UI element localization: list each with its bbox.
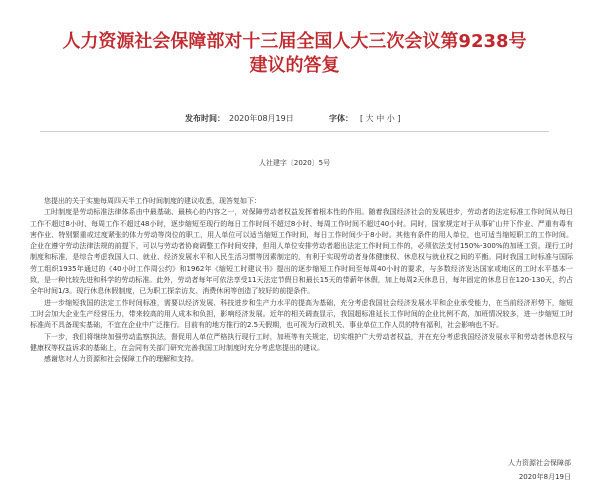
header-divider — [40, 131, 549, 132]
paragraph-reduction: 进一步缩短我国的法定工作时间标准，需要以经济发展、科技进步和生产力水平的提高为基础，充分考虑我国社会经济发展水平和企业承受能力，在当前经济形势下，缩短工时会加大企业生产经营压力，带来较高的用人成本和负担，影响经济发展。近年的相关调查显示，我国超标准延长工作时间的企业比例不高，加班情况较多，进一步缩短工时标准尚不具备现实基础，不宜在企业中广泛推行。目前有的地方推行的2.5天假期，也可视为行政机关、事业单位工作人员的特有福利，社会影响也不好。 — [30, 298, 573, 330]
paragraph-thanks: 感谢您对人力资源和社会保障工作的理解和支持。 — [44, 355, 198, 364]
font-size-open-bracket: [ — [360, 114, 364, 123]
publish-date-label: 发布时间： — [185, 114, 225, 123]
paragraph-next-steps: 下一步，我们将继续加强劳动监察执法，督促用人单位严格执行现行工时，加班等有关规定，切实维护广大劳动者权益，并在充分考虑我国经济发展水平和劳动者休息权与健康权等权益诉求的基础上，在会同有关部门研究完善我国工时制度时充分考虑您提出的建议。 — [30, 332, 573, 352]
signature-date: 2020年8月19日 — [518, 473, 571, 481]
font-size-close-bracket: ] — [397, 114, 401, 123]
article-title — [0, 30, 589, 78]
article-title-line-1: 人力资源社会保障部对十三届全国人大三次会议第9238号 — [62, 31, 527, 52]
paragraph-intro: 您提出的关于实施每周四天半工作时间制度的建议收悉，现答复如下： — [44, 197, 261, 205]
publish-date: 2020年08月19日 — [229, 114, 294, 123]
signature-organization: 人力资源社会保障部 — [508, 459, 571, 467]
article-title-line-2: 建议的答复 — [249, 55, 340, 76]
font-size-large-button[interactable]: 大 — [365, 114, 374, 123]
font-size-medium-button[interactable]: 中 — [376, 114, 385, 123]
font-size-switcher — [360, 114, 400, 124]
font-size-small-button[interactable]: 小 — [386, 114, 395, 123]
font-size-label: 字体： — [329, 114, 353, 123]
document-number: 人社建字〔2020〕5号 — [258, 159, 331, 167]
article-body — [30, 196, 573, 365]
paragraph-working-hours: 工时制度是劳动标准法律体系由中最基础、最核心的内容之一，对保障劳动者权益发挥着根本性的作用。随着我国经济社会的发展进步，劳动者的法定标准工作时间从每日工作不超过8小时、每周工作不超过48小时，逐步缩短至现行的每日工作时间不超过8小时、每周工作时间不超过40小时。同时，国家规定对于从事矿山井下作业、严重有毒有害作业、特别繁重或过度紧张的体力劳动等岗位的职工，用人单位可以适当缩短工作时间，每日工作时间少于8小时。其他有条件的用人单位，也可适当缩短职工的工作时间。企业在遵守劳动法律法规的前提下，可以与劳动者协商调整工作时间安排，但用人单位安排劳动者超出法定工作时间工作的，必须依法支付150%-300%的加班工资。现行工时制度和标准，是综合考虑我国人口、就业、经济发展水平和人民生活习惯等因素制定的，有利于实现劳动者身体健康权、休息权与就业权之间的平衡。同时我国工时标准与国际劳工组织1935年通过的《40小时工作周公约》和1962年《缩短工时建议书》提出的逐步缩短工作时间至每周40小时的要求，与多数经济发达国家或地区的工时水平基本一致，是一种比较先进和科学的劳动标准。此外，劳动者每年可依法享受11天法定节假日和最长15天的带薪年休假，加上每周2天休息日，每年固定的休息日在120-130天，约占全年时间1/3。现行休息休假制度，已为职工探亲访友、消费休闲等创造了较好的前提条件。 — [30, 208, 573, 296]
